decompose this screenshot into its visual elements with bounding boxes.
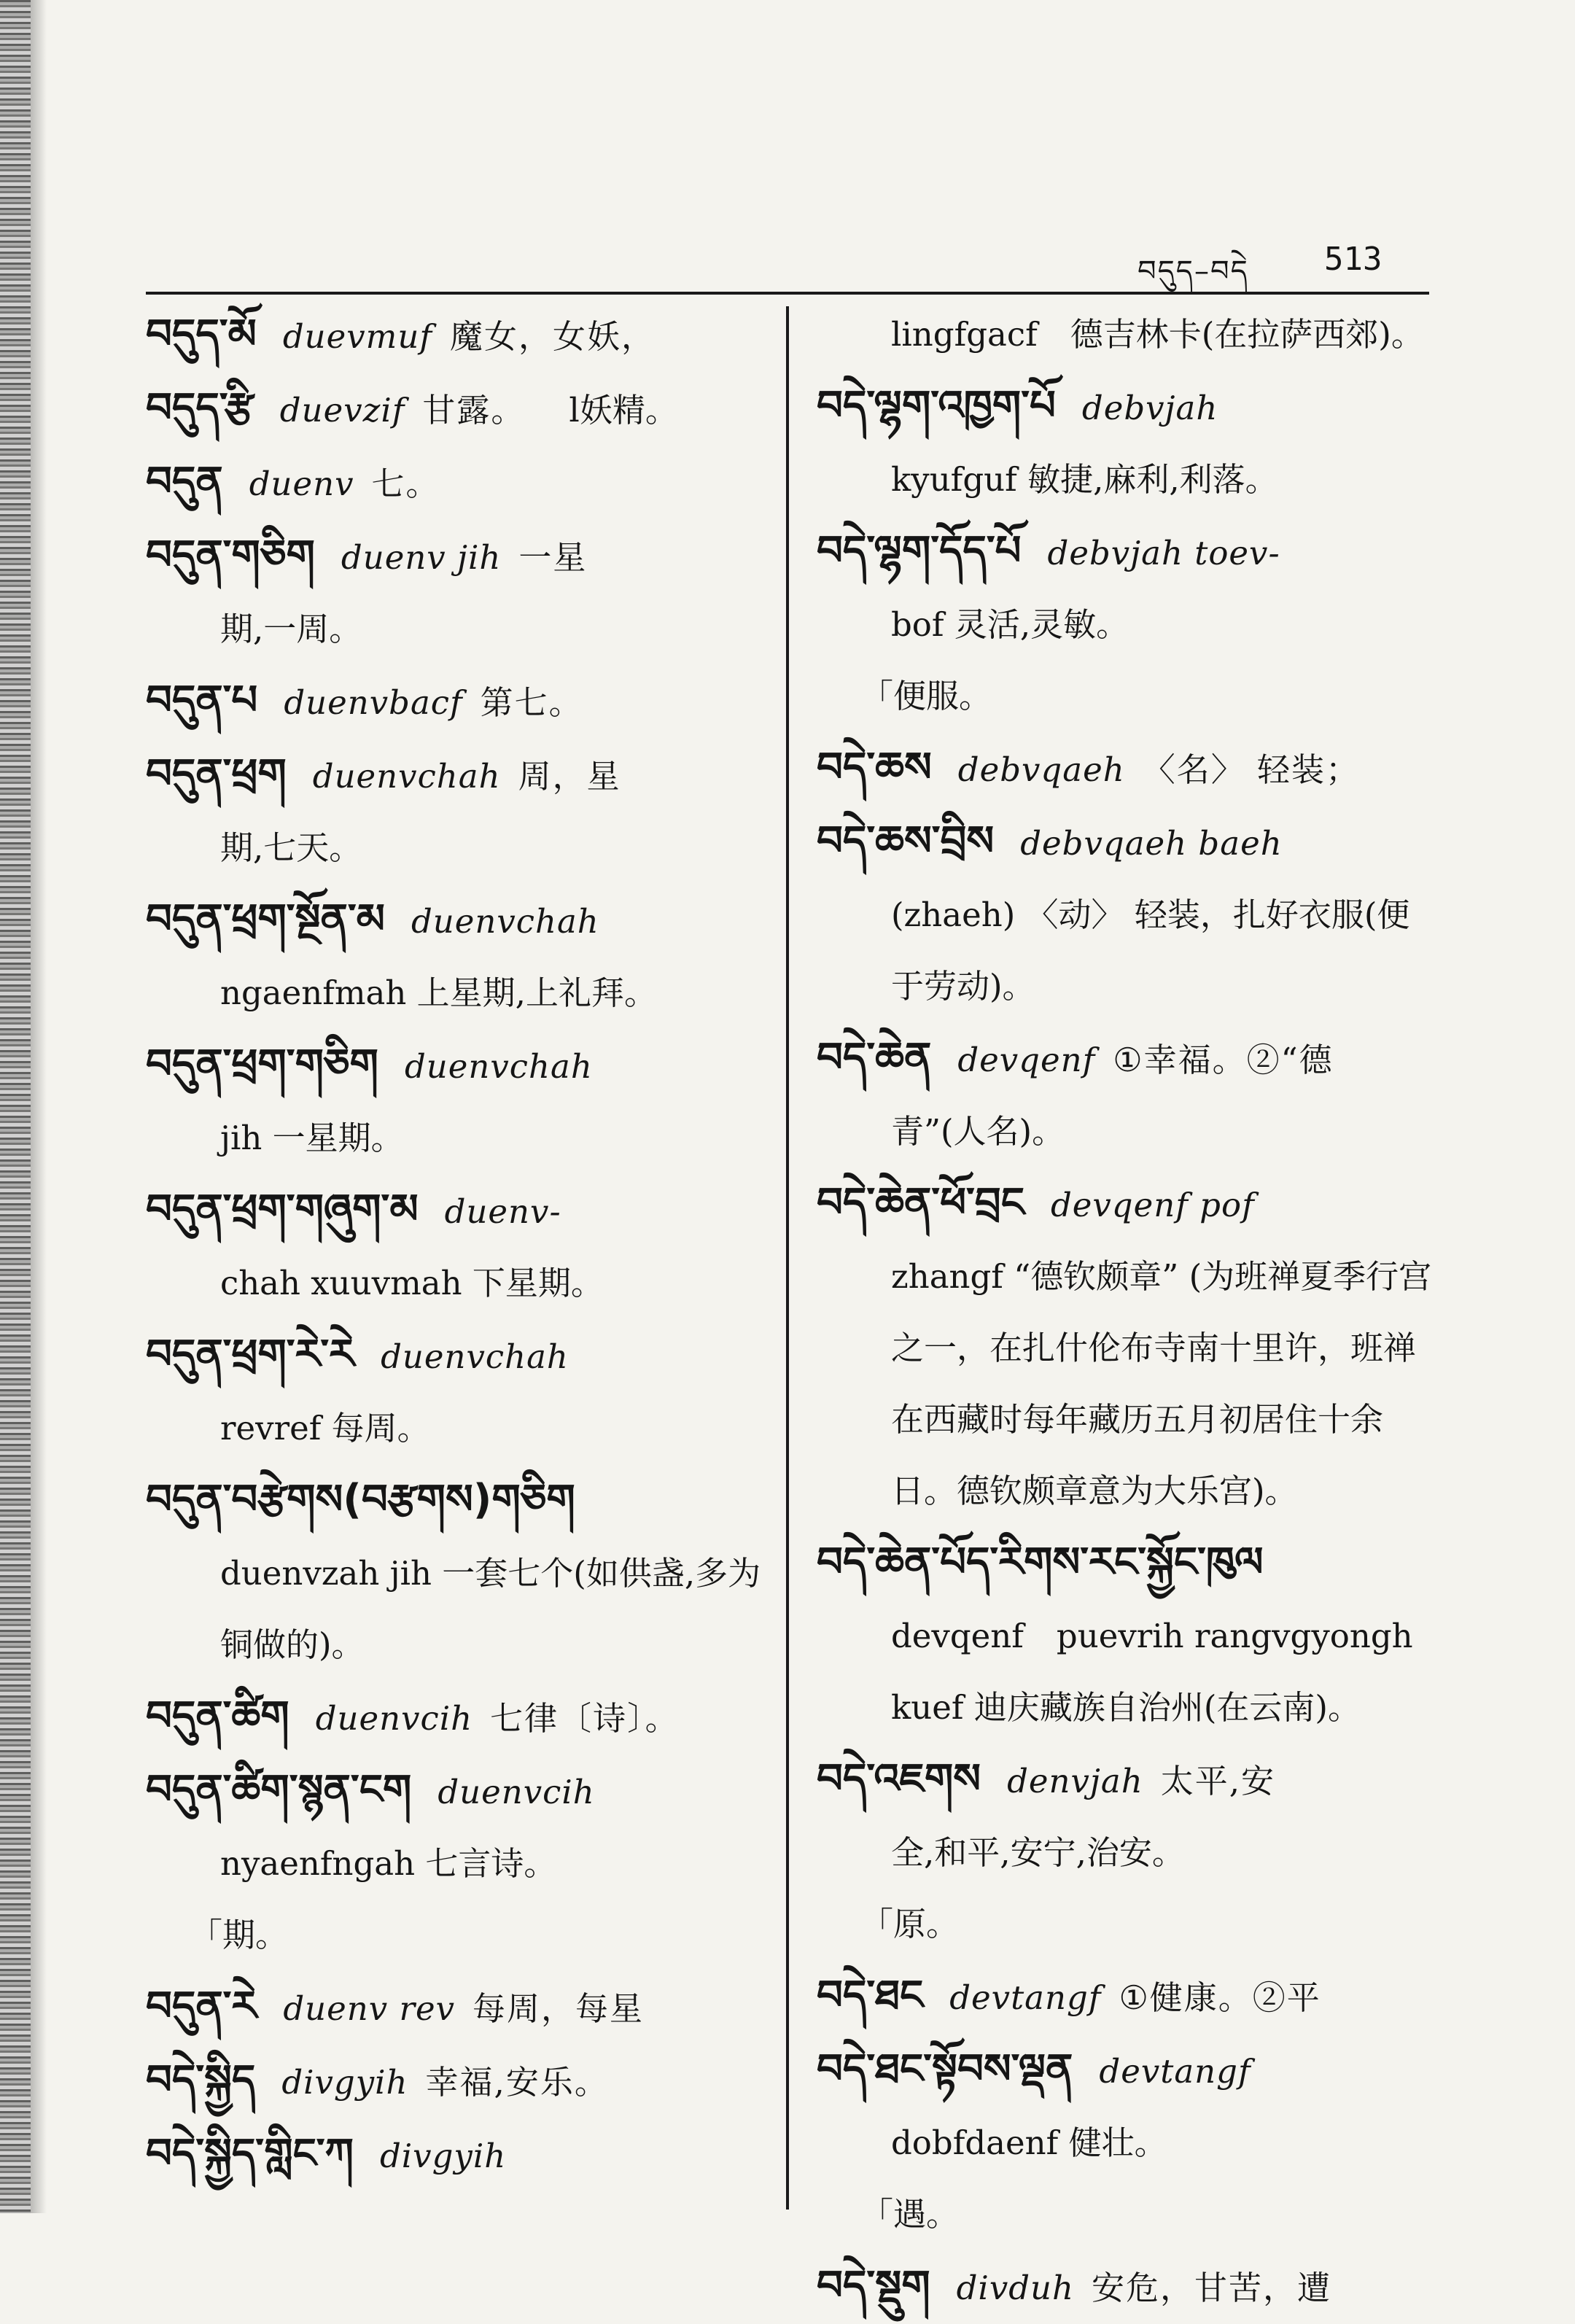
entry-continuation: 青”(人名)。 bbox=[891, 1112, 1065, 1151]
dictionary-entry bbox=[817, 1744, 1434, 1960]
entry-continuation: nyaenfngah 七言诗。 bbox=[220, 1844, 557, 1883]
dictionary-entry bbox=[146, 299, 764, 373]
entry-continuation: dobfdaenf 健壮。 bbox=[891, 2123, 1167, 2162]
entry-definition: ①幸福。②“德 bbox=[1113, 1041, 1334, 1079]
entry-continuation: (zhaeh) 〈动〉 轻装，扎好衣服(便于劳动)。 bbox=[891, 895, 1410, 1006]
column-divider bbox=[786, 306, 789, 2210]
header-range: བདུད–བདེ bbox=[1138, 254, 1249, 288]
dictionary-entry bbox=[146, 1681, 764, 1754]
entry-romanization: divgyih bbox=[281, 2063, 408, 2102]
dictionary-entry bbox=[817, 299, 1434, 370]
dictionary-entry bbox=[817, 516, 1434, 732]
entry-definition: ①健康。②平 bbox=[1119, 1978, 1321, 2017]
entry-definition: 七律〔诗〕。 bbox=[490, 1699, 680, 1738]
entry-definition: 周，星 bbox=[518, 757, 621, 796]
entry-definition: 〈名〉 轻装； bbox=[1142, 750, 1360, 789]
entry-romanization: denvjah bbox=[1007, 1762, 1143, 1800]
dictionary-entry bbox=[146, 446, 764, 520]
entry-romanization: duenvcih bbox=[438, 1773, 595, 1811]
scan-edge-shadow bbox=[0, 0, 31, 2213]
dictionary-entry bbox=[817, 1022, 1434, 1167]
entry-romanization: duevmuf bbox=[282, 317, 432, 356]
entry-definition: 每周，每星 bbox=[472, 1989, 645, 2028]
entry-headword: བདེ་ཆས་བྲིས bbox=[817, 817, 995, 865]
entry-continuation: revref 每周。 bbox=[220, 1409, 430, 1447]
entry-continuation: zhangf “德钦颇章” (为班禅夏季行宫之一，在扎什伦布寺南十里许，班禅在西藏时每年藏历五月初居住十余日。德钦颇章意为大乐宫)。 bbox=[891, 1257, 1432, 1510]
entry-romanization: devtangf bbox=[1099, 2052, 1251, 2091]
entry-continuation: 期,七天。 bbox=[220, 828, 362, 867]
entry-continuation: lingfgacf 德吉林卡(在拉萨西郊)。 bbox=[891, 315, 1424, 354]
dictionary-entry bbox=[817, 370, 1434, 516]
dictionary-entry bbox=[146, 520, 764, 665]
entry-romanization: debvjah bbox=[1081, 389, 1218, 427]
entry-romanization: debvqaeh bbox=[957, 750, 1125, 789]
entry-headword: བདེ་འཇགས bbox=[817, 1755, 981, 1803]
entry-romanization: duenv- bbox=[444, 1192, 561, 1231]
dictionary-entry bbox=[146, 884, 764, 1029]
dictionary-entry bbox=[146, 665, 764, 739]
margin-note: l妖精。 bbox=[569, 391, 678, 430]
entry-continuation: kyufguf 敏捷,麻利,利落。 bbox=[891, 460, 1278, 499]
entry-continuation: 全,和平,安宁,治安。 bbox=[891, 1833, 1185, 1872]
entry-continuation: devqenf puevrih rangvgyongh kuef 迪庆藏族自治州(在云南)。 bbox=[891, 1617, 1413, 1727]
entry-romanization: duenv rev bbox=[283, 1989, 456, 2028]
entry-romanization: duenv bbox=[249, 465, 354, 503]
entry-headword: བདུན་ཕྲག་རེ་རེ bbox=[146, 1331, 355, 1378]
right-column bbox=[817, 299, 1434, 2324]
dictionary-entry bbox=[146, 1464, 764, 1681]
entry-headword: བདེ་ལྷག་འཁྱག་པོ bbox=[817, 382, 1056, 430]
entry-romanization: duenvchah bbox=[381, 1337, 569, 1376]
header-rule bbox=[146, 292, 1429, 295]
entry-headword: བདུན bbox=[146, 458, 223, 505]
entry-headword: བདེ་ཆེན་ཕོ་བྲང bbox=[817, 1179, 1024, 1227]
entry-continuation: 期,一周。 bbox=[220, 610, 362, 648]
dictionary-entry bbox=[817, 2250, 1434, 2324]
entry-headword: བདུན་ཚིག bbox=[146, 1693, 289, 1740]
entry-romanization: devqenf pof bbox=[1050, 1186, 1255, 1224]
entry-definition: 甘露。 bbox=[422, 391, 526, 430]
dictionary-entry bbox=[817, 1167, 1434, 1527]
dictionary-entry bbox=[146, 2118, 764, 2192]
entry-continuation: ngaenfmah 上星期,上礼拜。 bbox=[220, 973, 657, 1012]
scan-edge-gradient bbox=[31, 0, 47, 2213]
dictionary-entry bbox=[817, 806, 1434, 1022]
entry-continuation: chah xuuvmah 下星期。 bbox=[220, 1264, 604, 1302]
entry-continuation: duenvzah jih 一套七个(如供盏,多为铜做的)。 bbox=[220, 1554, 761, 1664]
entry-headword: བདུན་ཕྲག་གཞུག་མ bbox=[146, 1186, 419, 1233]
entry-romanization: duenv jih bbox=[341, 538, 502, 577]
margin-note: 「原。 bbox=[860, 1905, 960, 1943]
dictionary-entry bbox=[817, 2034, 1434, 2250]
dictionary-entry bbox=[146, 1319, 764, 1464]
dictionary-entry bbox=[817, 1960, 1434, 2034]
entry-headword: བདུན་བརྩེགས(བརྩགས)གཅིག bbox=[146, 1476, 575, 1523]
entry-headword: བདེ་ཐང་སྟོབས་ལྡན bbox=[817, 2045, 1073, 2093]
entry-headword: བདེ་ཆེན་པོད་རིགས་རང་སྐྱོང་ཁུལ bbox=[817, 1539, 1264, 1586]
entry-romanization: duenvcih bbox=[315, 1699, 473, 1738]
dictionary-entry bbox=[146, 2045, 764, 2118]
entry-headword: བདུན་ཕྲག་གཅིག bbox=[146, 1041, 378, 1088]
margin-note: 「遇。 bbox=[860, 2195, 960, 2234]
entry-continuation: bof 灵活,灵敏。 bbox=[891, 605, 1129, 644]
entry-romanization: divgyih bbox=[379, 2137, 507, 2175]
entry-continuation: jih 一星期。 bbox=[220, 1119, 404, 1157]
entry-headword: བདུན་རེ bbox=[146, 1983, 257, 2030]
margin-note: 「便服。 bbox=[860, 677, 992, 715]
entry-headword: བདེ་སྡུག bbox=[817, 2262, 930, 2309]
entry-headword: བདུན་ཕྲག bbox=[146, 750, 287, 798]
entry-romanization: divduh bbox=[956, 2269, 1075, 2307]
entry-romanization: duenvbacf bbox=[284, 683, 463, 722]
entry-romanization: debvqaeh baeh bbox=[1020, 824, 1283, 863]
entry-definition: 太平,安 bbox=[1160, 1762, 1275, 1800]
entry-definition: 第七。 bbox=[480, 683, 583, 722]
entry-headword: བདུན་གཅིག bbox=[146, 532, 315, 579]
dictionary-entry bbox=[146, 1029, 764, 1174]
entry-definition: 一星 bbox=[518, 538, 588, 577]
entry-definition: 魔女，女妖， bbox=[449, 317, 656, 356]
dictionary-entry bbox=[146, 1971, 764, 2045]
dictionary-entry bbox=[817, 732, 1434, 806]
entry-headword: བདེ་ཆས bbox=[817, 744, 932, 791]
entry-romanization: duevzif bbox=[279, 391, 405, 430]
margin-note: 「期。 bbox=[190, 1916, 289, 1954]
entry-headword: བདུད་རྩི bbox=[146, 384, 254, 432]
entry-romanization: duenvchah bbox=[312, 757, 501, 796]
dictionary-entry bbox=[146, 1754, 764, 1971]
entry-headword: བདུད་མོ bbox=[146, 311, 257, 358]
entry-romanization: devqenf bbox=[957, 1041, 1096, 1079]
entry-headword: བདེ་སྐྱིད bbox=[146, 2056, 256, 2104]
entry-romanization: duenvchah bbox=[404, 1047, 593, 1086]
entry-headword: བདེ་ཐང bbox=[817, 1972, 924, 2019]
entry-definition: 七。 bbox=[371, 465, 440, 503]
entry-headword: བདེ་ལྷག་དོད་པོ bbox=[817, 527, 1022, 575]
left-column bbox=[146, 299, 764, 2192]
dictionary-entry bbox=[146, 1174, 764, 1319]
entry-definition: 幸福,安乐。 bbox=[425, 2063, 609, 2102]
page-number: 513 bbox=[1324, 241, 1382, 278]
entry-romanization: debvjah toev- bbox=[1047, 534, 1280, 572]
entry-headword: བདེ་སྐྱིད་གླིང་ཀ bbox=[146, 2130, 354, 2177]
dictionary-entry bbox=[817, 1527, 1434, 1744]
dictionary-entry bbox=[146, 373, 764, 446]
entry-romanization: duenvchah bbox=[411, 902, 599, 941]
entry-headword: བདུན་ཚིག་སྙན་ངག bbox=[146, 1766, 412, 1814]
entry-definition: 安危，甘苦，遭 bbox=[1092, 2269, 1332, 2307]
entry-headword: བདུན་པ bbox=[146, 677, 258, 724]
entry-headword: བདུན་ཕྲག་སྔོན་མ bbox=[146, 895, 385, 943]
dictionary-entry bbox=[146, 739, 764, 884]
entry-romanization: devtangf bbox=[949, 1978, 1102, 2017]
entry-headword: བདེ་ཆེན bbox=[817, 1034, 932, 1081]
